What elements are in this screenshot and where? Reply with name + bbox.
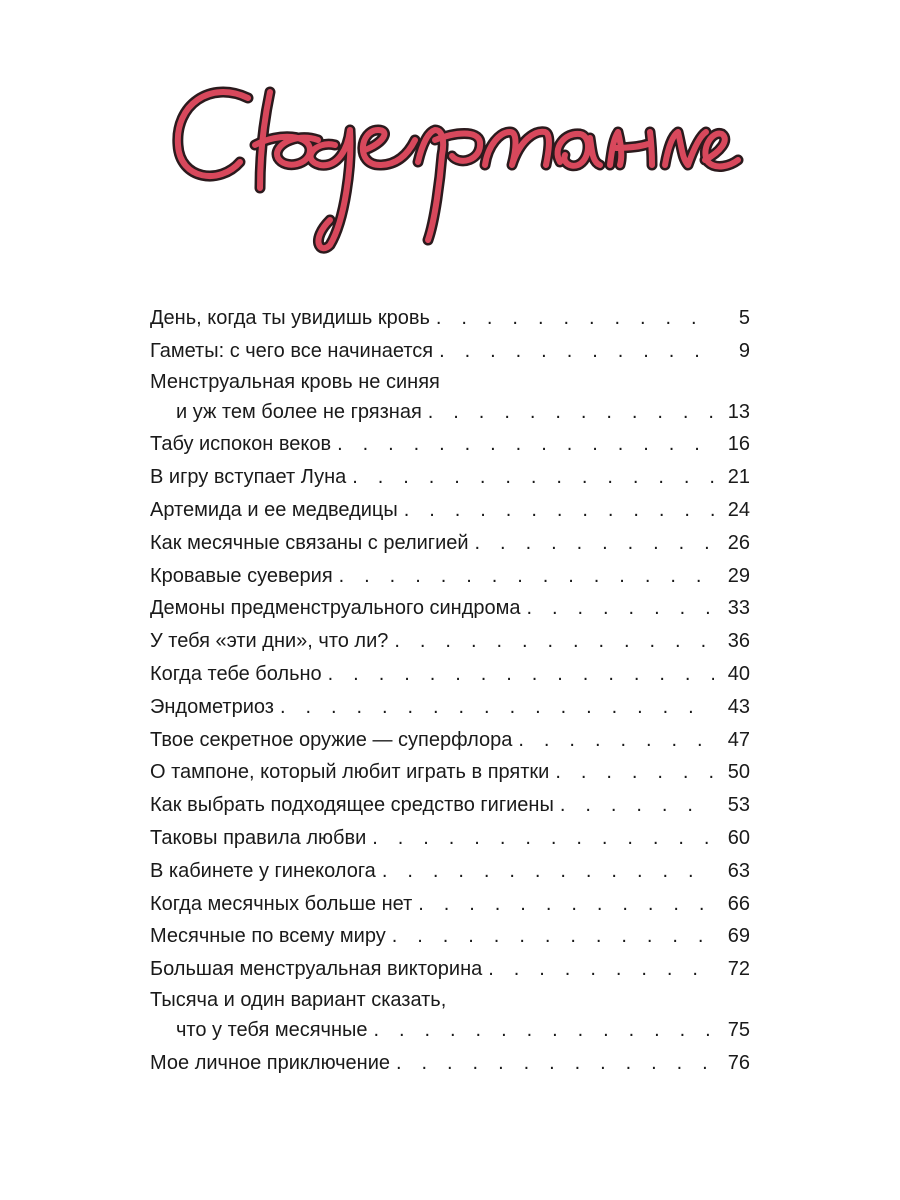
title-lettering — [160, 70, 740, 260]
toc-entry-title-continued: что у тебя месячные — [176, 1018, 368, 1041]
toc-entry-page: 5 — [738, 307, 750, 329]
dot-leader — [555, 756, 714, 789]
toc-entry[interactable] — [150, 1047, 750, 1080]
toc-entry-page: 24 — [727, 498, 750, 521]
dot-leader — [372, 822, 714, 855]
dot-leader — [518, 724, 714, 757]
toc-entry-page: 53 — [727, 794, 750, 817]
toc-entry[interactable] — [150, 986, 750, 1047]
toc-entry-title: Как месячные связаны с религией — [150, 531, 469, 554]
toc-entry[interactable] — [150, 560, 750, 593]
toc-entry-page: 36 — [727, 630, 750, 653]
toc-entry-title: Как выбрать подходящее средство гигиены — [150, 794, 554, 817]
toc-entry[interactable] — [150, 302, 750, 335]
toc-entry[interactable] — [150, 756, 750, 789]
dot-leader — [439, 335, 714, 368]
toc-entry-title: О тампоне, который любит играть в прятки — [150, 761, 550, 784]
dot-leader — [328, 658, 714, 691]
toc-entry-title: В игру вступает Луна — [150, 466, 347, 489]
toc-entry[interactable] — [150, 920, 750, 953]
toc-entry[interactable] — [150, 494, 750, 527]
toc-entry[interactable] — [150, 335, 750, 368]
toc-entry-title: Месячные по всему миру — [150, 925, 386, 948]
dot-leader — [488, 953, 714, 986]
toc-entry[interactable] — [150, 855, 750, 888]
toc-entry-title: Демоны предменструального синдрома — [150, 597, 521, 620]
toc-entry-title: Артемида и ее медведицы — [150, 498, 398, 521]
toc-entry-title: Твое секретное оружие — суперфлора — [150, 728, 513, 751]
toc-entry-page: 66 — [727, 892, 750, 915]
toc-entry-page: 60 — [727, 826, 750, 849]
dot-leader — [396, 1047, 714, 1080]
dot-leader — [475, 527, 714, 560]
toc-entry[interactable] — [150, 428, 750, 461]
toc-entry-page: 13 — [727, 400, 750, 423]
toc-entry-page: 33 — [727, 597, 750, 620]
dot-leader — [394, 625, 714, 658]
toc-entry[interactable] — [150, 724, 750, 757]
toc-entry-title: Большая менструальная викторина — [150, 958, 483, 981]
toc-entry-page: 69 — [727, 925, 750, 948]
dot-leader — [374, 1014, 715, 1047]
toc-entry[interactable] — [150, 592, 750, 625]
toc-entry-title: Табу испокон веков — [150, 433, 332, 456]
toc-entry[interactable] — [150, 527, 750, 560]
toc-entry-title: У тебя «эти дни», что ли? — [150, 630, 389, 653]
toc-entry-title: Таковы правила любви — [150, 826, 367, 849]
table-of-contents — [150, 302, 750, 1080]
toc-entry-page: 76 — [727, 1051, 750, 1074]
toc-entry-title: Тысяча и один вариант сказать, — [150, 988, 447, 1011]
dot-leader — [352, 461, 714, 494]
toc-entry-page: 43 — [727, 695, 750, 718]
dot-leader — [560, 789, 714, 822]
toc-entry[interactable] — [150, 368, 750, 429]
toc-entry-page: 47 — [727, 728, 750, 751]
dot-leader — [392, 920, 714, 953]
toc-entry-page: 40 — [727, 662, 750, 685]
toc-entry[interactable] — [150, 691, 750, 724]
toc-entry-title: Кровавые суеверия — [150, 564, 333, 587]
toc-entry-page: 63 — [727, 859, 750, 882]
dot-leader — [337, 428, 714, 461]
dot-leader — [404, 494, 714, 527]
toc-entry-title-continued: и уж тем более не грязная — [176, 400, 422, 423]
toc-entry-page: 72 — [727, 958, 750, 981]
toc-entry-title: Когда тебе больно — [150, 662, 322, 685]
toc-entry-title: Гаметы: с чего все начинается — [150, 339, 434, 362]
dot-leader — [428, 396, 714, 429]
toc-entry[interactable] — [150, 822, 750, 855]
toc-entry[interactable] — [150, 461, 750, 494]
toc-entry-title: Эндометриоз — [150, 695, 274, 718]
toc-entry[interactable] — [150, 953, 750, 986]
toc-entry-page: 29 — [727, 564, 750, 587]
toc-entry[interactable] — [150, 888, 750, 921]
dot-leader — [382, 855, 714, 888]
toc-entry[interactable] — [150, 625, 750, 658]
toc-entry-page: 21 — [727, 466, 750, 489]
toc-entry-page: 75 — [727, 1018, 750, 1041]
dot-leader — [339, 560, 714, 593]
toc-entry-page: 9 — [738, 339, 750, 362]
dot-leader — [280, 691, 714, 724]
toc-entry-page: 16 — [727, 433, 750, 456]
toc-entry-title: Мое личное приключение — [150, 1051, 391, 1074]
dot-leader — [418, 888, 714, 921]
toc-entry-page: 50 — [727, 761, 750, 784]
toc-entry-title: Когда месячных больше нет — [150, 892, 413, 915]
toc-entry-title: Менструальная кровь не синяя — [150, 370, 440, 393]
dot-leader — [436, 302, 714, 335]
title-lettering-graphic — [160, 70, 740, 260]
toc-entry-title: День, когда ты увидишь кровь — [150, 307, 430, 329]
toc-entry[interactable] — [150, 789, 750, 822]
dot-leader — [527, 592, 715, 625]
toc-entry[interactable] — [150, 658, 750, 691]
toc-entry-title: В кабинете у гинеколога — [150, 859, 376, 882]
toc-entry-page: 26 — [727, 531, 750, 554]
